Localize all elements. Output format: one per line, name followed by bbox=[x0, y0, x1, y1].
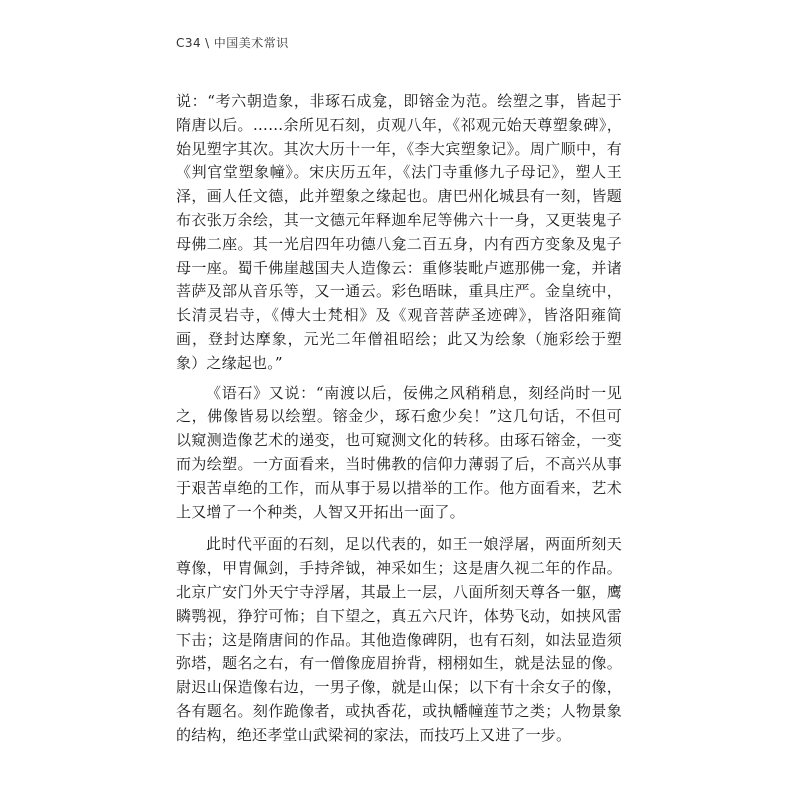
header-separator: \ bbox=[205, 36, 210, 50]
paragraph-quote-continuation: 说：“考六朝造象，非琢石成龛，即镕金为范。绘塑之事，皆起于隋唐以后。……余所见石刻，贞观八年，《祁观元始天尊塑象碑》，始见塑字其次。其次大历十一年，《李大宾塑象记》。周广顺中，有《判官堂塑象幢》。宋庆历五年，《法门寺重修九子母记》，塑人王泽，画人任文德，此并塑象之缘起也。唐巴州化城县有一刻，皆题布衣张万余绘，其一文德元年释迦牟尼等佛六十一身，又更装鬼子母佛二座。其一光启四年功德八龛二百五身，内有西方变象及鬼子母一座。蜀千佛崖越国夫人造像云：重修装毗卢遮那佛一龛，并诸菩萨及部从音乐等，又一通云。彩色晤昧，重具庄严。金皇统中，长清灵岩寺，《傅大士梵相》及《观音菩萨圣迹碑》，皆洛阳雍简画，登封达摩象，元光二年僧祖昭绘；此又为绘象（施彩绘于塑象）之缘起也。” bbox=[176, 92, 622, 372]
paragraph-stone-carving: 此时代平面的石刻，足以代表的，如王一娘浮屠，两面所刻天尊像，甲胄佩剑，手持斧钺，神采如生；这是唐久视二年的作品。北京广安门外天宁寺浮屠，其最上一层，八面所刻天尊各一躯，鹰瞵鹗视，狰狞可怖；自下望之，真五六尺许，体势飞动，如挟风雷下击；这是隋唐间的作品。其他造像碑阴，也有石刻，如法显造须弥塔，题名之右，有一僧像庞眉拚背，栩栩如生，就是法显的像。尉迟山保造像右边，一男子像，就是山保；以下有十余女子的像，各有题名。刻作跪像者，或执香花，或执幡幢莲节之类；人物景象的结构，绝还孝堂山武梁祠的家法，而技巧上又进了一步。 bbox=[176, 535, 622, 744]
book-title: 中国美术常识 bbox=[213, 36, 289, 50]
paragraph-yushi: 《语石》又说：“南渡以后，佞佛之风稍稍息，刻经尚时一见之，佛像皆易以绘塑。镕金少，琢石愈少矣！”这几句话，不但可以窥测造像艺术的递变，也可窥测文化的转移。由琢石镕金，一变而为绘塑。一方面看来，当时佛教的信仰力薄弱了后，不高兴从事于艰苦卓绝的工作，而从事于易以措举的工作。他方面看来，艺术上又增了一个种类，人智又开拓出一面了。 bbox=[176, 383, 622, 521]
page-number: C34 bbox=[176, 36, 202, 50]
running-head bbox=[176, 34, 289, 51]
body-text bbox=[176, 90, 622, 748]
